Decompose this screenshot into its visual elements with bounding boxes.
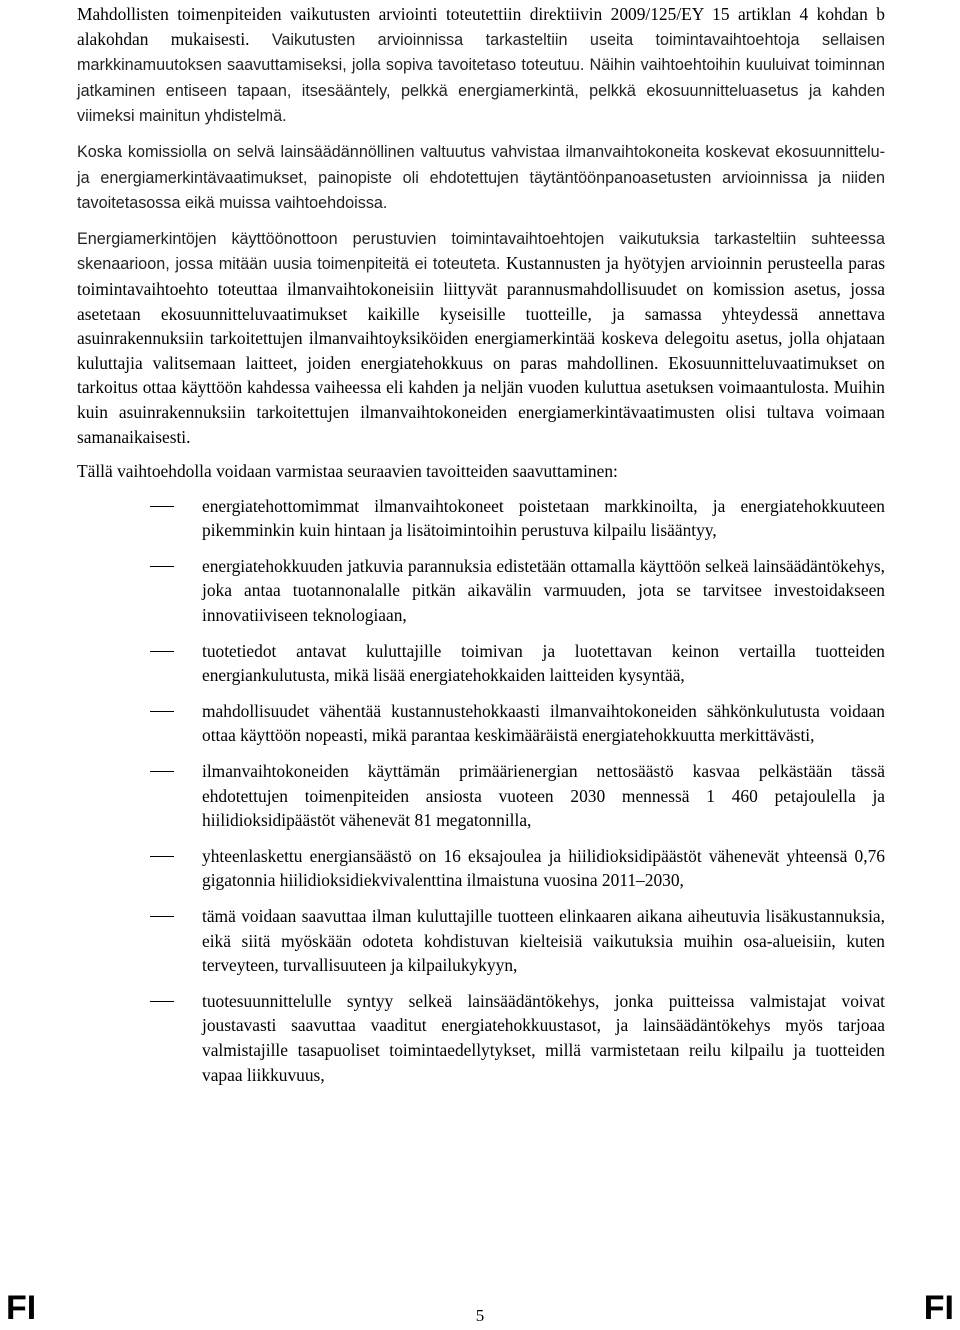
objectives-list [77, 494, 885, 1087]
dash-bullet-icon [150, 651, 174, 652]
list-item-text: tuotetiedot antavat kuluttajille toimivan ja luotettavan keinon vertailla tuotteiden energiankulutusta, mikä lisää energiatehokkaiden laitteiden kysyntää, [202, 640, 885, 686]
list-item-text: energiatehokkuuden jatkuvia parannuksia edistetään ottamalla käyttöön selkeä lainsäädäntökehys, joka antaa tuotannonalalle pitkän aikavälin varmuuden, jota se tarvitsee investoidakseen innovatiiviseen teknologiaan, [202, 555, 885, 626]
paragraph-text: Koska komissiolla on selvä lainsäädännöllinen valtuutus vahvistaa ilmanvaihtokoneita koskevat ekosuunnittelu- ja energiamerkintävaatimukset, painopiste oli ehdotettujen täytäntöönpanoasetusten arvioinnissa ja niiden tavoitetasossa eikä muissa vaihtoehdoissa. [77, 142, 885, 213]
page-number: 5 [475, 1306, 485, 1325]
paragraph-impact-assessment [77, 2, 885, 129]
list-item-text: mahdollisuudet vähentää kustannustehokkaasti ilmanvaihtokoneiden sähkönkulutusta voidaan ottaa käyttöön nopeasti, mikä parantaa keskimääräistä energiatehokkuutta merkittävästi, [202, 700, 885, 746]
dash-bullet-icon [150, 506, 174, 507]
list-item [77, 844, 885, 893]
document-page [77, 2, 885, 1098]
list-item [77, 699, 885, 748]
paragraph-text: Energiamerkintöjen käyttöönottoon perustuvien toimintavaihtoehtojen vaikutuksia tarkasteltiin suhteessa skenaarioon, jossa mitään uusia toimenpiteitä ei toteuteta. [77, 229, 885, 274]
dash-bullet-icon [150, 856, 174, 857]
objectives-intro: Tällä vaihtoehdolla voidaan varmistaa seuraavien tavoitteiden saavuttaminen: [77, 461, 618, 482]
list-item [77, 989, 885, 1087]
list-item [77, 759, 885, 833]
footer-language-code-right: FI [923, 1289, 954, 1327]
list-item-text: tämä voidaan saavuttaa ilman kuluttajille tuotteen elinkaaren aikana aiheutuvia lisäkustannuksia, eikä siitä myöskään odoteta kohdistuvan kielteisiä vaikutuksia muihin osa-alueisiin, kuten terveyteen, turvallisuuteen ja kilpailukykyyn, [202, 906, 885, 976]
dash-bullet-icon [150, 566, 174, 567]
dash-bullet-icon [150, 771, 174, 772]
dash-bullet-icon [150, 916, 174, 917]
list-item-text: ilmanvaihtokoneiden käyttämän primäärienergian nettosäästö kasvaa pelkästään tässä ehdotettujen toimenpiteiden ansiosta vuoteen 2030 mennessä 1 460 petajoulella ja hiilidioksidipäästöt vähenevät 81 megatonnilla, [202, 761, 885, 831]
dash-bullet-icon [150, 711, 174, 712]
paragraph-text: Vaikutusten arvioinnissa tarkasteltiin useita toimintavaihtoehtoja sellaisen markkinamuutoksen saavuttamiseksi, jolla sopiva tavoitetaso toteutuu. Näihin vaihtoehtoihin kuuluivat toiminnan jatkaminen entiseen tapaan, itsesääntely, pelkkä energiamerkintä, pelkkä ekosuunnitteluasetus ja kahden viimeksi mainitun yhdistelmä. [77, 30, 885, 126]
paragraph-legal-mandate [77, 139, 885, 216]
paragraph-text: Mahdollisten toimenpiteiden vaikutusten arviointi toteutettiin direktiivin 2009/125/EY 15 artiklan 4 kohdan b alakohdan mukaisesti. [77, 4, 885, 49]
list-item-text: tuotesuunnittelulle syntyy selkeä lainsäädäntökehys, jonka puitteissa valmistajat voivat joustavasti saavuttaa vaaditut energiatehokkuustasot, ja lainsäädäntökehys myös tarjoaa valmistajille tasapuoliset toimintaedellytykset, millä varmistetaan reilu kilpailu ja tuotteiden vapaa liikkuvuus, [202, 990, 885, 1085]
dash-bullet-icon [150, 1001, 174, 1002]
list-item [77, 494, 885, 543]
list-item [77, 904, 885, 978]
paragraph-policy-options [77, 226, 885, 449]
paragraph-text: Kustannusten ja hyötyjen arvioinnin perusteella paras toimintavaihtoehto toteuttaa ilmanvaihtokoneisiin liittyvät parannusmahdollisuudet on komission asetus, jossa asetetaan ekosuunnitteluvaatimukset kaikille kyseisille tuotteille, ja samassa yhteydessä annettava asuinrakennuksiin tarkoitettujen ilmanvaihtoyksiköiden energiamerkintää koskeva delegoitu asetus, jolla ohjataan kuluttajia valitsemaan laitteet, joiden energiatehokkuus on paras mahdollinen. Ekosuunnitteluvaatimukset on tarkoitus ottaa käyttöön kahdessa vaiheessa eli kahden ja neljän vuoden kuluttua asetuksen voimaantulosta. Muihin kuin asuinrakennuksiin tarkoitettujen ilmanvaihtokoneiden energiamerkintävaatimusten olisi tultava voimaan samanaikaisesti. [77, 253, 885, 447]
list-item-text: yhteenlaskettu energiansäästö on 16 eksajoulea ja hiilidioksidipäästöt vähenevät yhteensä 0,76 gigatonnia hiilidioksidiekvivalenttina ilmaistuna vuosina 2011–2030, [202, 845, 885, 891]
footer-language-code-left: FI [6, 1289, 37, 1327]
list-item [77, 639, 885, 688]
list-item-text: energiatehottomimmat ilmanvaihtokoneet poistetaan markkinoilta, ja energiatehokkuuteen pikemminkin kuin hintaan ja lisätoimintoihin perustuva kilpailu lisääntyy, [202, 495, 885, 541]
list-item [77, 554, 885, 628]
